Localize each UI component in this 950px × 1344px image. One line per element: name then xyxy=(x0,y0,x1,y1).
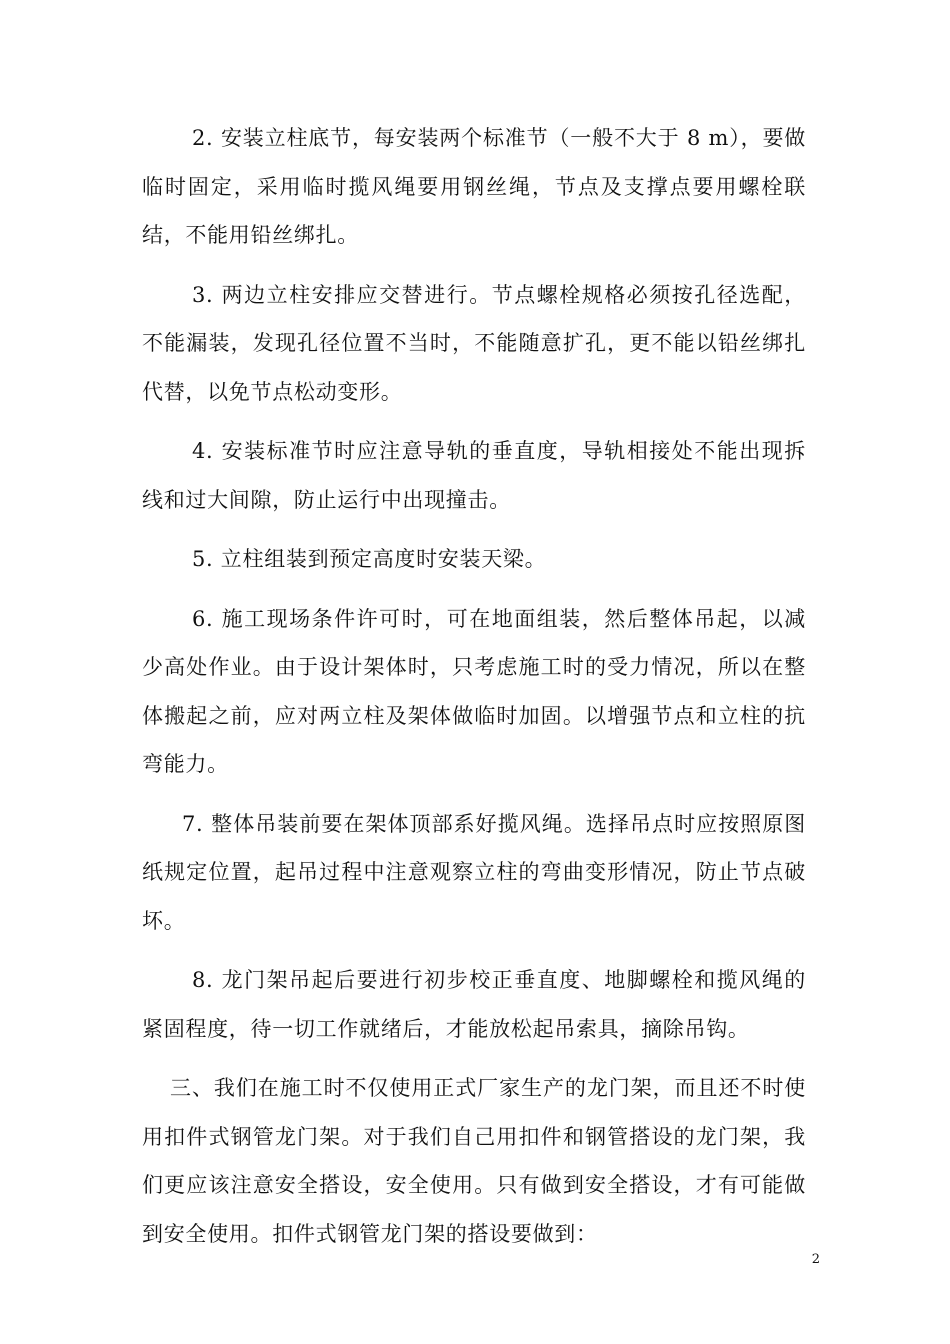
document-body xyxy=(142,114,806,1269)
paragraph-section-3: 三、我们在施工时不仅使用正式厂家生产的龙门架，而且还不时使用扣件式钢管龙门架。对于我们自己用扣件和钢管搭设的龙门架，我们更应该注意安全搭设，安全使用。只有做到安全搭设，才有可能做到安全使用。扣件式钢管龙门架的搭设要做到： xyxy=(142,1076,806,1246)
paragraph-item-4: 4. 安装标准节时应注意导轨的垂直度，导轨相接处不能出现拆线和过大间隙，防止运行中出现撞击。 xyxy=(142,439,806,512)
paragraph-item-7: 7. 整体吊装前要在架体顶部系好揽风绳。选择吊点时应按照原图纸规定位置，起吊过程中注意观察立柱的弯曲变形情况，防止节点破坏。 xyxy=(142,811,806,933)
paragraph-item-5: 5. 立柱组装到预定高度时安装天梁。 xyxy=(192,547,547,571)
paragraph-item-2: 2. 安装立柱底节，每安装两个标准节（一般不大于 8 m），要做临时固定，采用临时揽风绳要用钢丝绳，节点及支撑点要用螺栓联结，不能用铅丝绑扎。 xyxy=(142,126,806,247)
paragraph-item-3: 3. 两边立柱安排应交替进行。节点螺栓规格必须按孔径选配，不能漏装，发现孔径位置不当时，不能随意扩孔，更不能以铅丝绑扎代替，以免节点松动变形。 xyxy=(142,282,806,404)
paragraph-item-8: 8. 龙门架吊起后要进行初步校正垂直度、地脚螺栓和揽风绳的紧固程度，待一切工作就绪后，才能放松起吊索具，摘除吊钩。 xyxy=(142,968,806,1041)
page-number: 2 xyxy=(811,1252,820,1267)
paragraph-item-6: 6. 施工现场条件许可时，可在地面组装，然后整体吊起，以减少高处作业。由于设计架体时，只考虑施工时的受力情况，所以在整体搬起之前，应对两立柱及架体做临时加固。以增强节点和立柱的抗弯能力。 xyxy=(142,606,806,776)
